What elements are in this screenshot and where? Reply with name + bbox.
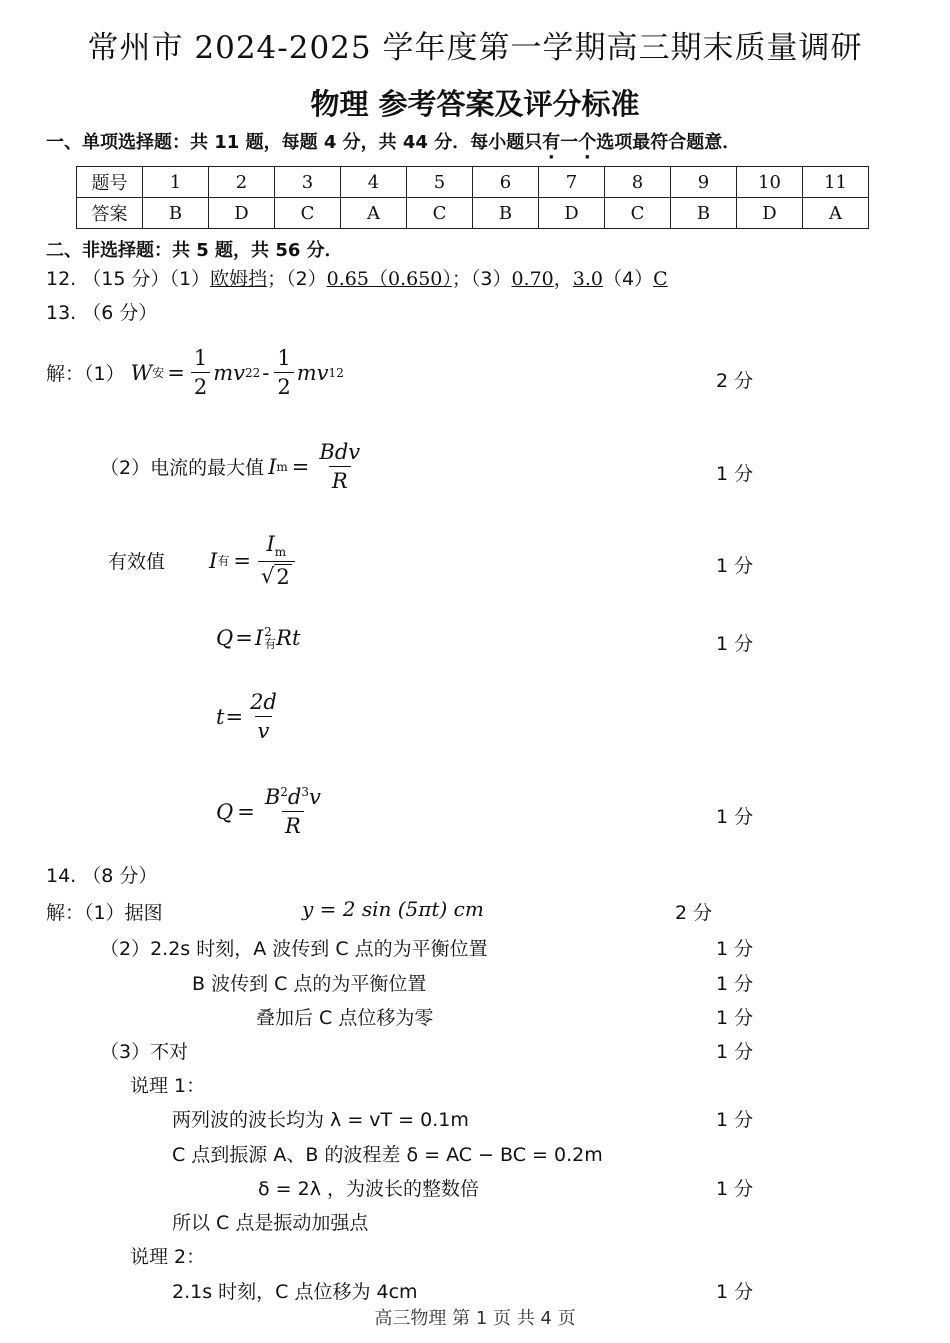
- fraction-half-1: [191, 346, 210, 399]
- page-footer: 高三物理 第 1 页 共 4 页: [374, 1308, 576, 1329]
- symbol-v: v: [316, 360, 329, 385]
- q13-header: 13. （6 分）: [46, 302, 158, 324]
- q14-line-2: （2）2.2s 时刻，A 波传到 C 点的为平衡位置: [100, 938, 488, 960]
- score: 1 分: [716, 1007, 754, 1029]
- symbol-I: I: [266, 532, 275, 556]
- symbol-square: 2: [280, 785, 288, 799]
- symbol-d: d: [287, 785, 302, 809]
- frac-numerator: Bdv: [319, 440, 361, 464]
- q14-header: 14. （8 分）: [46, 865, 158, 887]
- sqrt-radicand: 2: [276, 565, 290, 589]
- equals-sign: =: [291, 454, 310, 479]
- q13-eq-time: [216, 690, 283, 743]
- fraction-Im-sqrt2: [258, 532, 295, 589]
- symbol-I-sub: 有: [264, 637, 277, 651]
- q13-eq-max-current: [100, 440, 366, 493]
- symbol-I-sub: m: [274, 545, 287, 559]
- frac-numerator: 2d: [250, 690, 277, 714]
- score: 2 分: [675, 902, 713, 924]
- q12-sep-1: ；（2）: [267, 268, 327, 290]
- symbol-I-sub: m: [276, 459, 288, 474]
- q13-part3-label: 有效值: [108, 551, 166, 573]
- section2-heading: 二、非选择题：共 5 题，共 56 分．: [46, 240, 343, 261]
- symbol-Q: Q: [216, 799, 234, 824]
- q13-part1-label: 解：（1）: [46, 363, 125, 385]
- symbol-v: v: [233, 360, 245, 385]
- fraction-2d-v: [247, 690, 280, 743]
- row-label-answer: 答案: [77, 198, 143, 229]
- score: 2 分: [716, 370, 754, 392]
- q14-line-7: 两列波的波长均为 λ = vT = 0.1m: [172, 1109, 469, 1131]
- symbol-W: W: [130, 360, 153, 385]
- q14-line-12: 2.1s 时刻，C 点位移为 4cm: [172, 1281, 418, 1303]
- symbol-v: v: [309, 785, 321, 809]
- q12-answer-2: 0.65（0.650）: [326, 268, 452, 290]
- score: 1 分: [716, 1109, 754, 1131]
- symbol-Q: Q: [216, 626, 234, 650]
- score: 1 分: [716, 806, 754, 828]
- section1-heading: [46, 128, 740, 154]
- q14-line-10: 所以 C 点是振动加强点: [172, 1212, 369, 1234]
- sqrt-two: √ 2: [260, 564, 290, 589]
- frac-denominator: 2: [274, 372, 293, 399]
- section1-heading-dot2: 个: [578, 132, 597, 153]
- table-cell-answer: D: [737, 198, 803, 229]
- page-subtitle: 物理 参考答案及评分标准: [310, 87, 640, 121]
- table-cell-number: 8: [605, 167, 671, 198]
- frac-numerator: 1: [277, 346, 291, 370]
- symbol-I: I: [268, 454, 277, 479]
- table-cell-number: 3: [275, 167, 341, 198]
- section1-heading-dot1: 有: [542, 132, 561, 153]
- q12-answer-line: [46, 264, 668, 291]
- score: 1 分: [716, 1041, 754, 1063]
- table-cell-answer: D: [209, 198, 275, 229]
- table-cell-number: 2: [209, 167, 275, 198]
- table-cell-answer: C: [407, 198, 473, 229]
- q14-line-9: δ = 2λ ，为波长的整数倍: [258, 1178, 479, 1200]
- q12-prefix: 12. （15 分）（1）: [46, 268, 211, 290]
- table-cell-answer: C: [605, 198, 671, 229]
- table-cell-answer: B: [473, 198, 539, 229]
- table-cell-answer: C: [275, 198, 341, 229]
- section1-heading-part-c: 选项最符合题意．: [596, 132, 741, 153]
- fraction-B2d3v-R: [262, 785, 324, 838]
- q12-sep-2: ；（3）: [451, 268, 512, 290]
- section1-heading-part-b: 一: [560, 132, 579, 153]
- table-cell-answer: A: [803, 198, 869, 229]
- answer-table-number-row: [77, 167, 869, 198]
- symbol-square: 2: [264, 625, 272, 639]
- symbol-v-sub: 2: [244, 365, 253, 380]
- row-label-number: 题号: [77, 167, 143, 198]
- frac-denominator: R: [329, 466, 351, 493]
- frac-denominator: 2: [191, 372, 210, 399]
- q13-eq-work: [46, 346, 344, 399]
- equals-sign: =: [225, 704, 244, 729]
- table-cell-number: 7: [539, 167, 605, 198]
- symbol-cube: 3: [301, 785, 309, 799]
- symbol-I: I: [254, 626, 264, 650]
- equals-sign: =: [237, 799, 255, 824]
- table-cell-number: 11: [803, 167, 869, 198]
- symbol-t: t: [216, 704, 225, 729]
- frac-denominator: v: [255, 716, 273, 743]
- q13-part2-label: （2）电流的最大值: [100, 457, 265, 479]
- table-cell-number: 1: [143, 167, 209, 198]
- table-cell-answer: B: [143, 198, 209, 229]
- q14-line-6: 说理 1：: [130, 1075, 206, 1097]
- q14-line-1-equation: y = 2 sin (5πt) cm: [302, 897, 484, 921]
- frac-denominator: R: [282, 811, 304, 838]
- equals-sign: =: [235, 626, 253, 650]
- q14-line-3: B 波传到 C 点的为平衡位置: [192, 973, 427, 995]
- score: 1 分: [716, 463, 754, 485]
- q14-line-4: 叠加后 C 点位移为零: [256, 1007, 434, 1029]
- q14-line-11: 说理 2：: [130, 1246, 206, 1268]
- q13-eq-heat: [216, 626, 300, 650]
- minus-sign: -: [262, 360, 270, 385]
- table-cell-number: 10: [737, 167, 803, 198]
- score: 1 分: [716, 633, 754, 655]
- symbol-m: m: [213, 360, 234, 385]
- score: 1 分: [716, 938, 754, 960]
- q12-comma: ，: [553, 268, 573, 290]
- symbol-B: B: [264, 785, 281, 809]
- q13-eq-effective-current: [108, 532, 298, 589]
- fraction-Bdv-R: [316, 440, 363, 493]
- q12-answer-3b: 3.0: [572, 268, 604, 290]
- symbol-Rt: Rt: [276, 626, 301, 650]
- score: 1 分: [716, 1281, 754, 1303]
- symbol-W-sub: 安: [152, 366, 165, 380]
- symbol-I: I: [209, 548, 218, 573]
- page-title: 常州市 2024-2025 学年度第一学期高三期末质量调研: [87, 30, 863, 66]
- q13-eq-heat-final: [216, 785, 327, 838]
- frac-numerator: 1: [193, 346, 208, 370]
- equals-sign: =: [233, 548, 251, 573]
- fraction-half-2: [274, 346, 293, 399]
- symbol-square: 2: [252, 365, 261, 380]
- answer-table: [76, 166, 869, 229]
- q14-line-8: C 点到振源 A、B 的波程差 δ = AC − BC = 0.2m: [172, 1144, 603, 1166]
- q12-sep-3: （4）: [603, 268, 654, 290]
- q14-line-5: （3）不对: [100, 1041, 189, 1063]
- section1-heading-part-a: 一、单项选择题：共 11 题，每题 4 分，共 44 分．每小题只: [46, 132, 543, 153]
- equals-sign: =: [167, 360, 185, 385]
- table-cell-number: 5: [407, 167, 473, 198]
- table-cell-answer: D: [539, 198, 605, 229]
- score: 1 分: [716, 973, 754, 995]
- answer-table-answer-row: [77, 198, 869, 229]
- table-cell-number: 6: [473, 167, 539, 198]
- q12-answer-1: 欧姆挡: [210, 268, 268, 290]
- symbol-square: 2: [336, 365, 344, 380]
- symbol-m: m: [296, 360, 317, 385]
- q12-answer-3a: 0.70: [511, 268, 554, 290]
- table-cell-answer: B: [671, 198, 737, 229]
- table-cell-answer: A: [341, 198, 407, 229]
- score: 1 分: [716, 1178, 754, 1200]
- symbol-I-sub: 有: [217, 554, 230, 568]
- table-cell-number: 9: [671, 167, 737, 198]
- q14-line-1-label: 解：（1）据图: [46, 902, 163, 924]
- score: 1 分: [716, 555, 754, 577]
- symbol-v-sub: 1: [328, 365, 337, 380]
- q12-answer-4: C: [653, 268, 668, 290]
- table-cell-number: 4: [341, 167, 407, 198]
